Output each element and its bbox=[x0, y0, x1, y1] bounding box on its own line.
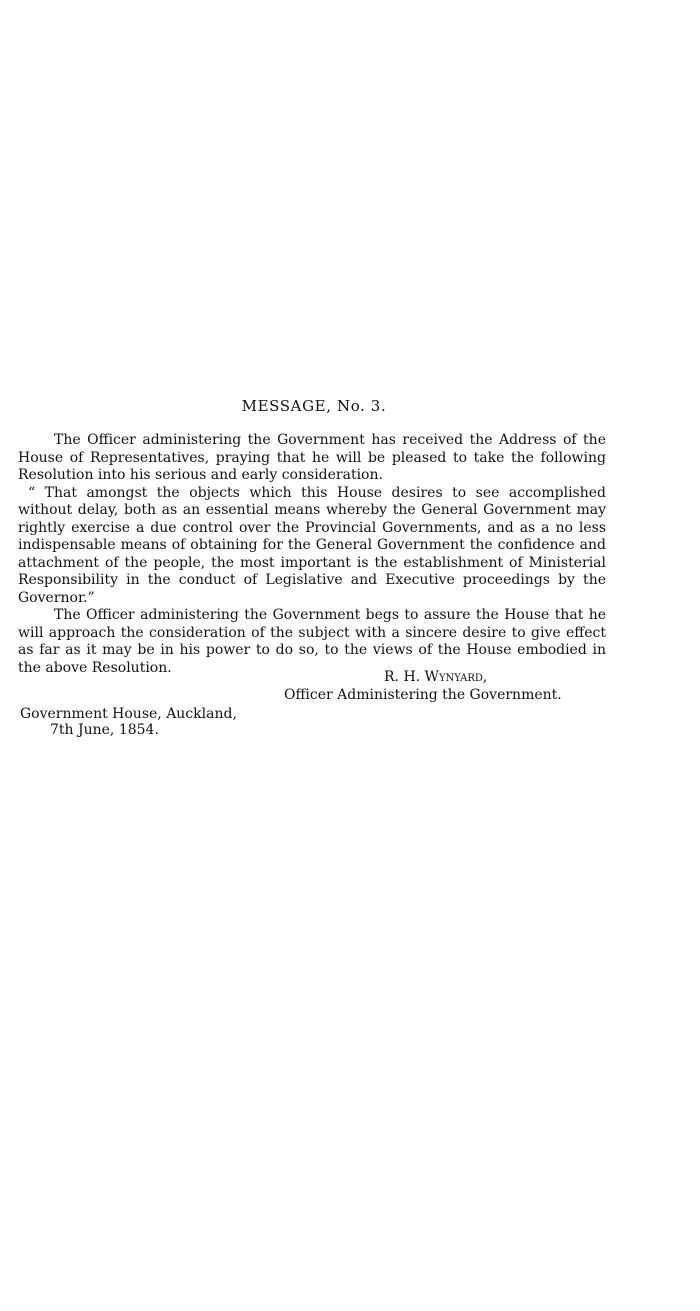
signatory-title: Officer Administering the Government. bbox=[284, 687, 562, 703]
paragraph-intro: The Officer administering the Government has received the Address of the House of Representatives, praying that he will be pleased to take the following Resolution into his serious and early consideration. bbox=[18, 432, 606, 483]
place-line: Government House, Auckland, bbox=[20, 706, 237, 722]
date-line: 7th June, 1854. bbox=[50, 722, 159, 738]
message-heading: MESSAGE, No. 3. bbox=[241, 397, 387, 415]
message-body bbox=[18, 432, 606, 677]
signatory-name: R. H. Wynyard, bbox=[384, 669, 488, 685]
paragraph-resolution-quote: “ That amongst the objects which this House desires to see accomplished without delay, both as an essential means whereby the General Government may rightly exercise a due control over the Provincial Governments, and as a no less indispensable means of obtaining for the General Government the confidence and attachment of the people, the most important is the establishment of Ministerial Responsibility in the conduct of Legislative and Executive proceedings by the Governor.” bbox=[18, 484, 606, 606]
paragraph-reply: The Officer administering the Government begs to assure the House that he will approach the consideration of the subject with a sincere desire to give effect as far as it may be in his power to do so, to the views of the House embodied in the above Resolution. bbox=[18, 607, 606, 676]
